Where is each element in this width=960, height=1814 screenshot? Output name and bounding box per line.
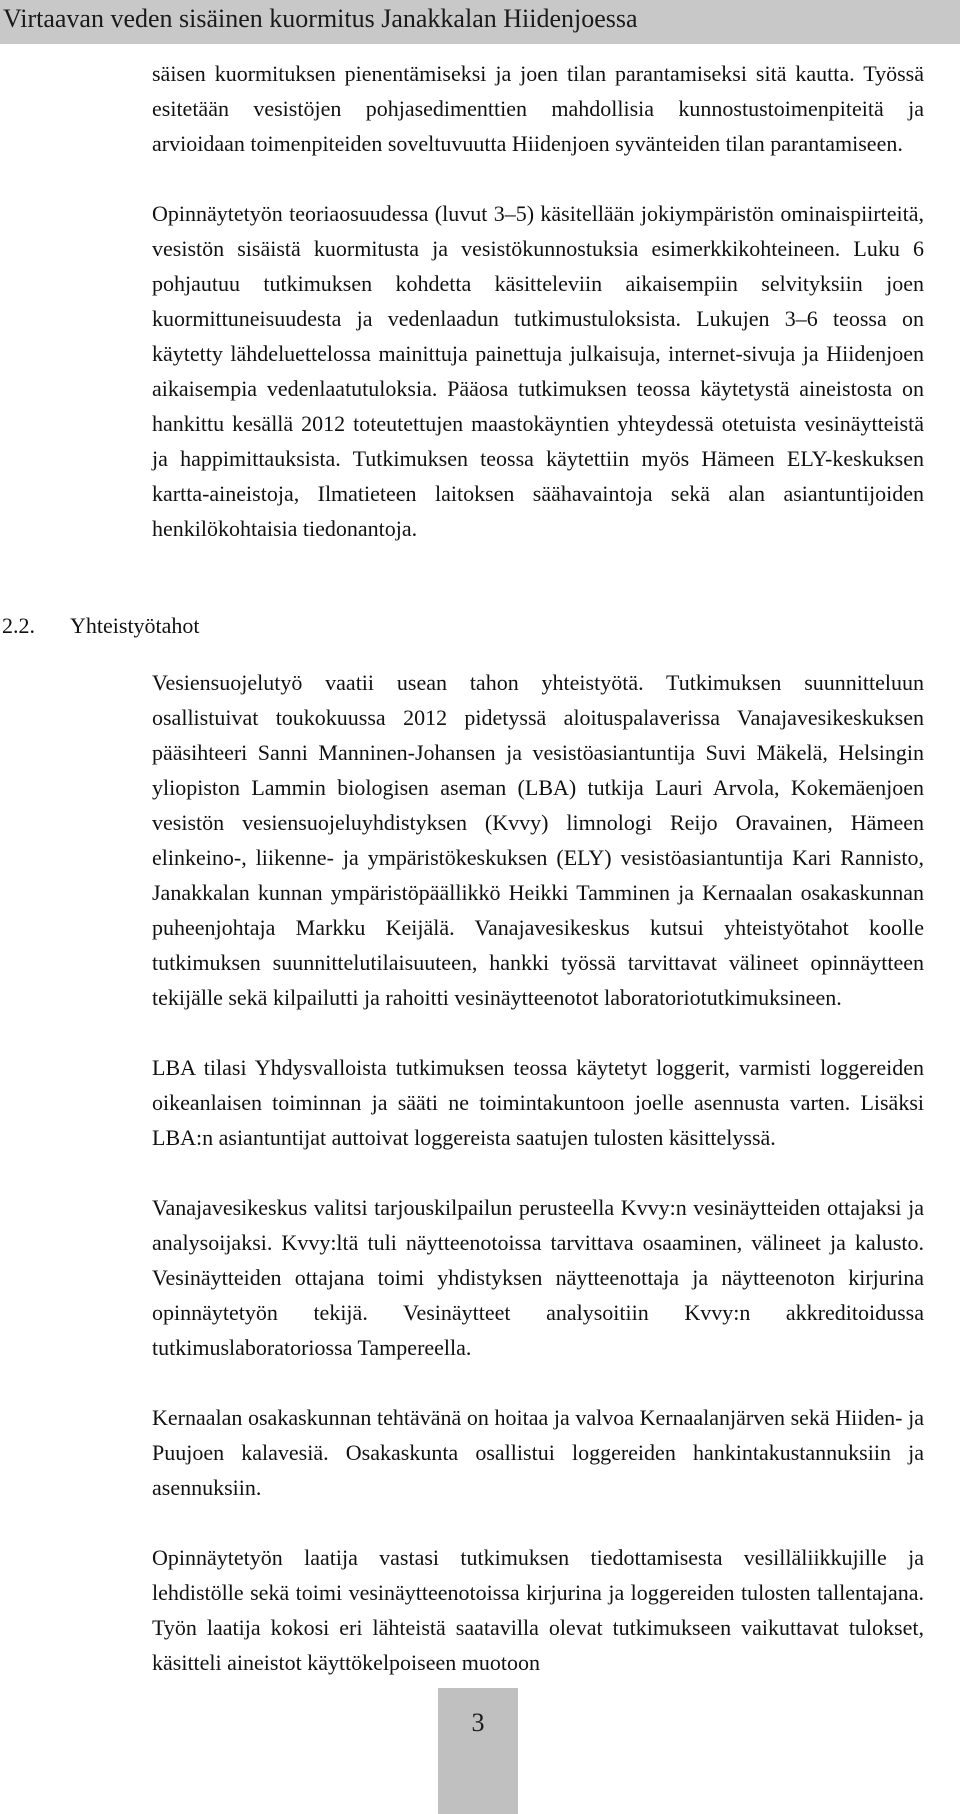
paragraph: Opinnäytetyön teoriaosuudessa (luvut 3–5) käsitellään jokiympäristön ominaispiirteitä, vesistön sisäistä kuormitusta ja vesistökunnostuksia esimerkkikohteineen. Luku 6 pohjautuu tutkimuksen kohdetta käsitteleviin aikaisempiin selvityksiin joen kuormittuneisuudesta ja vedenlaadun tutkimustuloksista. Lukujen 3–6 teossa on käytetty lähdeluettelossa mainittuja painettuja julkaisuja, internet-sivuja ja Hiidenjoen aikaisempia vedenlaatutuloksia. Pääosa tutkimuksen teossa käytetystä aineistosta on hankittu kesällä 2012 toteutettujen maastokäyntien yhteydessä otetuista vesinäytteistä ja happimittauksista. Tutkimuksen teossa käytettiin myös Hämeen ELY-keskuksen kartta-aineistoja, Ilmatieteen laitoksen säähavaintoja sekä alan asiantuntijoiden henkilökohtaisia tiedonantoja. bbox=[152, 201, 924, 541]
paragraph: Vanajavesikeskus valitsi tarjouskilpailun perusteella Kvvy:n vesinäytteiden ottajaksi ja analysoijaksi. Kvvy:ltä tuli näytteenotoissa tarvittava osaaminen, välineet ja kalusto. Vesinäytteiden ottajana toimi yhdistyksen näytteenottaja ja näytteenoton kirjurina opinnäytetyön tekijä. Vesinäytteet analysoitiin Kvvy:n akkreditoidussa tutkimuslaboratoriossa Tampereella. bbox=[152, 1195, 924, 1360]
section-title: Yhteistyötahot bbox=[70, 613, 200, 638]
page-number: 3 bbox=[471, 1708, 485, 1737]
section-text bbox=[152, 665, 924, 1680]
page-number-box bbox=[438, 1688, 518, 1814]
paragraph: Vesiensuojelutyö vaatii usean tahon yhteistyötä. Tutkimuksen suunnitteluun osallistuivat toukokuussa 2012 pidetyssä aloituspalaverissa Vanajavesikeskuksen pääsihteeri Sanni Manninen-Johansen ja vesistöasiantuntija Suvi Mäkelä, Helsingin yliopiston Lammin biologisen aseman (LBA) tutkija Lauri Arvola, Kokemäenjoen vesistön vesiensuojeluyhdistyksen (Kvvy) limnologi Reijo Oravainen, Hämeen elinkeino-, liikenne- ja ympäristökeskuksen (ELY) vesistöasiantuntija Kari Rannisto, Janakkalan kunnan ympäristöpäällikkö Heikki Tamminen ja Kernaalan osakaskunnan puheenjohtaja Markku Keijälä. Vanajavesikeskus kutsui yhteistyötahot koolle tutkimuksen suunnittelutilaisuuteen, hankki työssä tarvittavat välineet opinnäytteen tekijälle sekä kilpailutti ja rahoitti vesinäytteenotot laboratoriotutkimuksineen. bbox=[152, 670, 924, 1010]
paragraph: Kernaalan osakaskunnan tehtävänä on hoitaa ja valvoa Kernaalanjärven sekä Hiiden- ja Puujoen kalavesiä. Osakaskunta osallistui loggereiden hankintakustannuksiin ja asennuksiin. bbox=[152, 1405, 924, 1500]
document-title: Virtaavan veden sisäinen kuormitus Janakkalan Hiidenjoessa bbox=[3, 4, 638, 33]
paragraph: Opinnäytetyön laatija vastasi tutkimuksen tiedottamisesta vesilläliikkujille ja lehdistölle sekä toimi vesinäytteenotoissa kirjurina ja loggereiden tulosten tallentajana. Työn laatija kokosi eri lähteistä saatavilla olevat tutkimukseen vaikuttavat tulokset, käsitteli aineistot käyttökelpoiseen muotoon bbox=[152, 1545, 924, 1675]
intro-text bbox=[152, 56, 924, 546]
paragraph: LBA tilasi Yhdysvalloista tutkimuksen teossa käytetyt loggerit, varmisti loggereiden oikeanlaisen toiminnan ja sääti ne toimintakuntoon joelle asennusta varten. Lisäksi LBA:n asiantuntijat auttoivat loggereista saatujen tulosten käsittelyssä. bbox=[152, 1055, 924, 1150]
section-number: 2.2. bbox=[2, 613, 35, 638]
paragraph: säisen kuormituksen pienentämiseksi ja joen tilan parantamiseksi sitä kautta. Työssä esitetään vesistöjen pohjasedimenttien mahdollisia kunnostustoimenpiteitä ja arvioidaan toimenpiteiden soveltuvuutta Hiidenjoen syvänteiden tilan parantamiseen. bbox=[152, 61, 924, 156]
running-header bbox=[0, 0, 960, 44]
section-heading bbox=[2, 608, 200, 643]
